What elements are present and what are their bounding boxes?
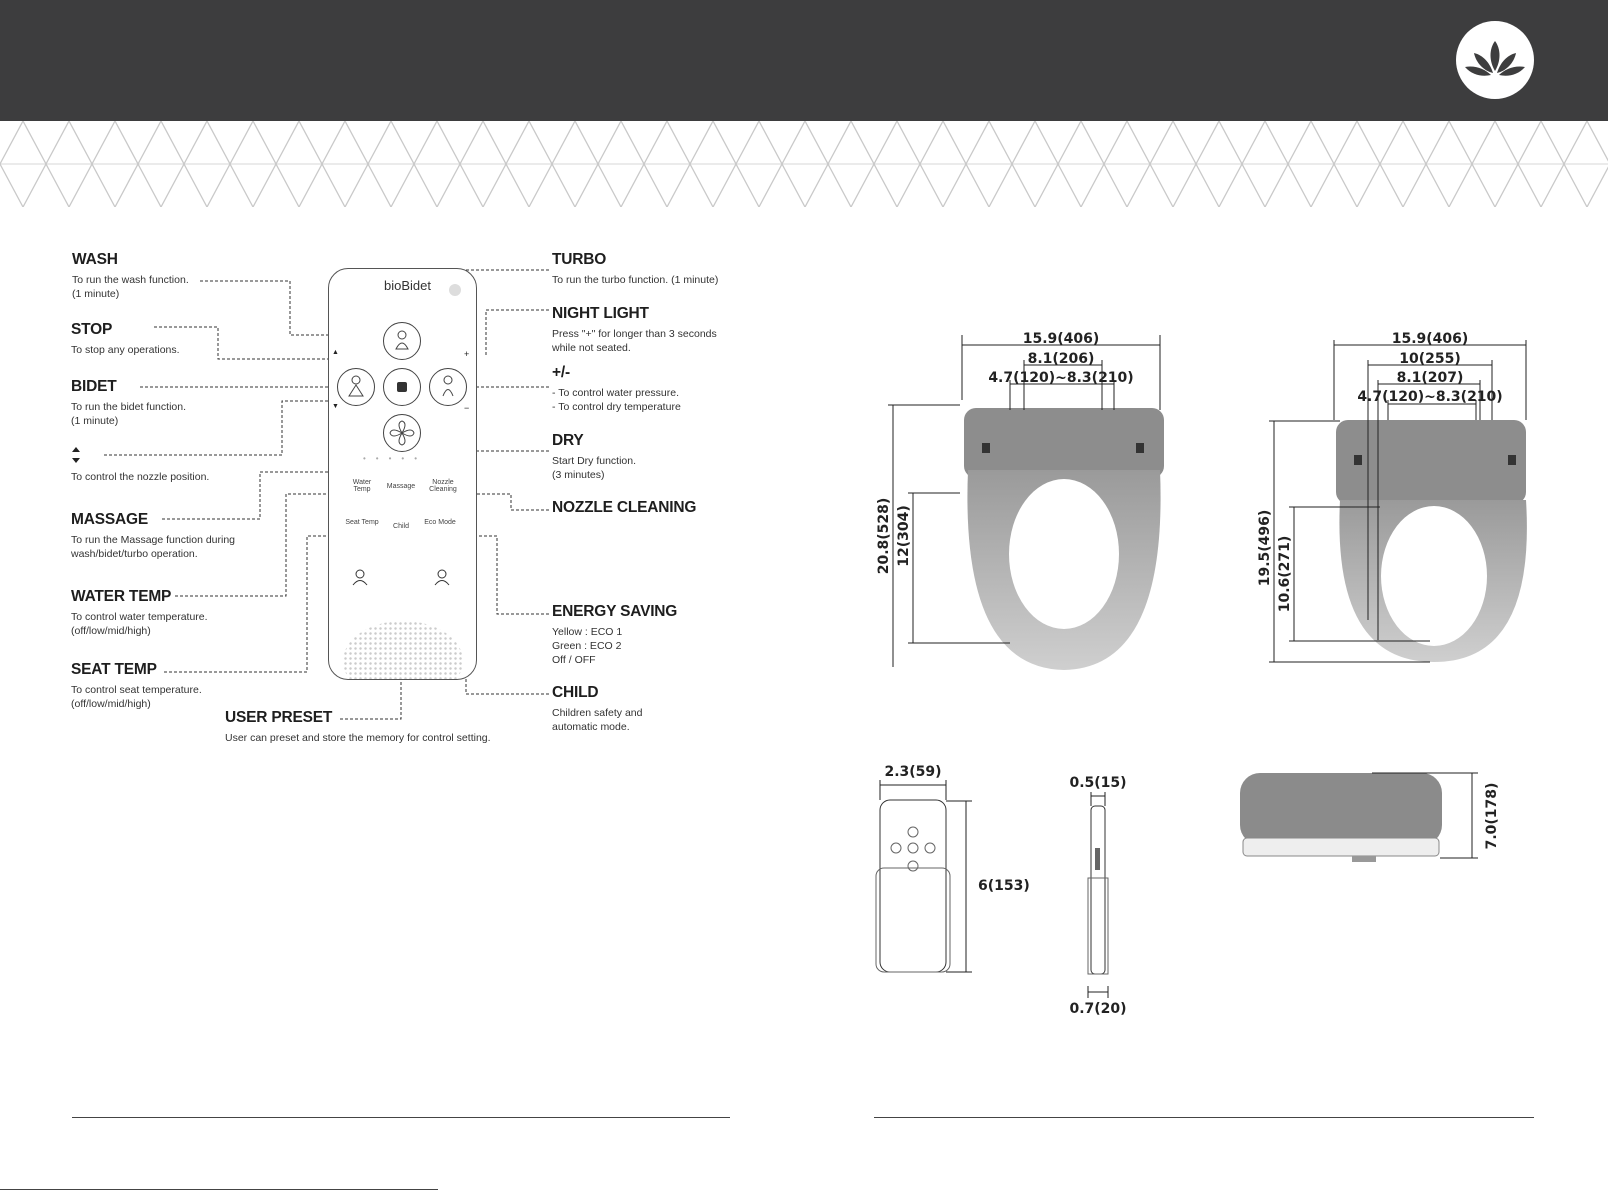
feature-title: CHILD: [552, 684, 599, 701]
feature-desc: - To control water pressure. - To control dry temperature: [552, 387, 681, 413]
dim-a-length: 20.8(528): [876, 497, 892, 575]
dim-b-width: 15.9(406): [1391, 331, 1469, 347]
eco-mode-button[interactable]: Eco Mode: [424, 519, 456, 526]
dim-b-mount: 4.7(120)~8.3(210): [1357, 389, 1503, 405]
dim-remote-top-thickness: 0.5(15): [1069, 775, 1127, 791]
feature-desc: Children safety and automatic mode.: [552, 707, 643, 733]
feature-title: TURBO: [552, 251, 607, 268]
feature-desc: User can preset and store the memory for control setting.: [225, 732, 491, 744]
dim-b-hinge-outer: 10(255): [1399, 351, 1461, 367]
dim-b-hinge-inner: 8.1(207): [1396, 370, 1464, 386]
feature-desc: To control water temperature. (off/low/mid/high): [71, 611, 208, 637]
remote-brand: bioBidet: [384, 278, 431, 293]
feature-title: USER PRESET: [225, 709, 333, 726]
feature-desc: To run the turbo function. (1 minute): [552, 274, 719, 286]
feature-desc: To run the wash function. (1 minute): [72, 274, 189, 300]
feature-title: SEAT TEMP: [71, 661, 157, 678]
feature-title: ENERGY SAVING: [552, 603, 678, 620]
seat-front-view-b: [1336, 420, 1527, 662]
level-dots: •••••: [363, 454, 428, 463]
water-temp-button[interactable]: Water Temp: [352, 479, 372, 493]
feature-desc: To control seat temperature. (off/low/mid/high): [71, 684, 202, 710]
footer-rule-right: [874, 1117, 1534, 1118]
seat-side-view: [1240, 773, 1442, 862]
nozzle-cleaning-button[interactable]: Nozzle Cleaning: [429, 479, 457, 493]
dim-a-width: 15.9(406): [1022, 331, 1100, 347]
dim-b-opening: 10.6(271): [1277, 535, 1293, 613]
feature-desc: Yellow : ECO 1 Green : ECO 2 Off / OFF: [552, 626, 623, 666]
feature-desc: To run the bidet function. (1 minute): [71, 401, 186, 427]
feature-desc: To control the nozzle position.: [71, 471, 210, 483]
feature-title: NOZZLE CLEANING: [552, 499, 697, 516]
dim-remote-width: 2.3(59): [884, 764, 942, 780]
feature-desc: To run the Massage function during wash/bidet/turbo operation.: [71, 534, 236, 560]
up-arrow-icon[interactable]: ▲: [332, 349, 339, 356]
remote-small-view: [876, 800, 950, 972]
down-arrow-icon[interactable]: ▼: [332, 403, 339, 410]
plus-button[interactable]: +: [464, 349, 470, 359]
dim-a-hinge: 8.1(206): [1027, 351, 1095, 367]
child-button[interactable]: Child: [393, 523, 409, 530]
feature-title: +/-: [552, 364, 570, 381]
minus-button[interactable]: −: [464, 403, 470, 413]
feature-desc: To stop any operations.: [71, 344, 180, 356]
remote-side-view: [1088, 806, 1108, 974]
feature-desc: Press "+" for longer than 3 seconds while not seated.: [552, 328, 717, 354]
seat-front-view-a: [964, 408, 1164, 670]
dim-b-length: 19.5(496): [1257, 509, 1273, 587]
dim-remote-bottom-thickness: 0.7(20): [1069, 1001, 1127, 1017]
feature-title: WASH: [72, 251, 118, 268]
dim-seat-height: 7.0(178): [1484, 782, 1500, 850]
massage-button[interactable]: Massage: [386, 483, 416, 490]
seat-temp-button[interactable]: Seat Temp: [345, 519, 379, 526]
footer-rule-left: [72, 1117, 730, 1118]
feature-title: STOP: [71, 321, 113, 338]
dim-remote-height: 6(153): [978, 878, 1030, 894]
feature-title: NIGHT LIGHT: [552, 305, 649, 322]
feature-title: BIDET: [71, 378, 117, 395]
feature-title: DRY: [552, 432, 584, 449]
feature-title: WATER TEMP: [71, 588, 172, 605]
dim-a-opening: 12(304): [896, 505, 912, 567]
dim-a-mount: 4.7(120)~8.3(210): [988, 370, 1134, 386]
feature-desc: Start Dry function. (3 minutes): [552, 455, 637, 481]
feature-title: MASSAGE: [71, 511, 148, 528]
bottom-rule: [0, 1189, 438, 1190]
